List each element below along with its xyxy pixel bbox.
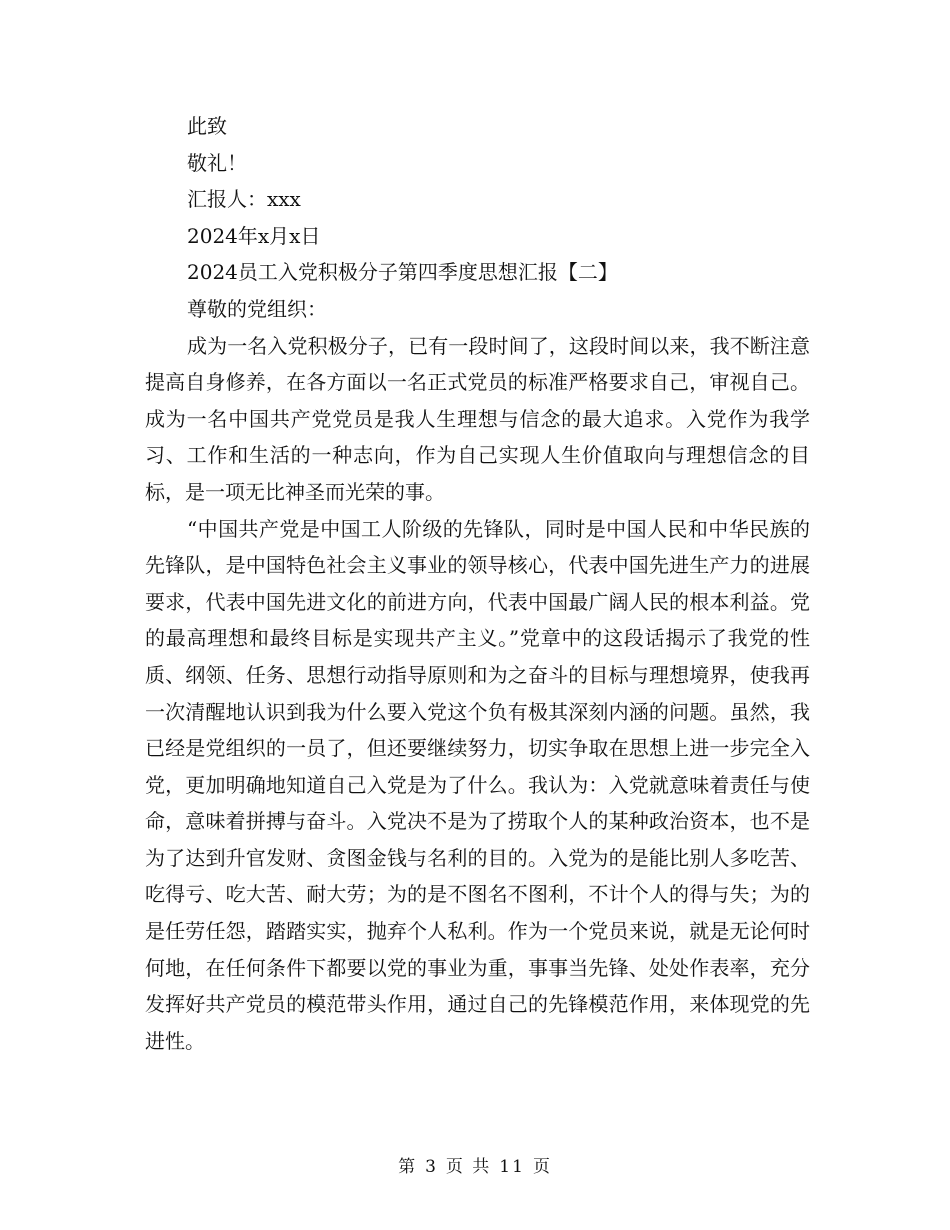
footer-middle: 页 共 — [445, 1157, 492, 1177]
footer-total-pages: 11 — [499, 1157, 525, 1177]
section-title: 2024员工入党积极分子第四季度思想汇报【二】 — [187, 260, 618, 285]
footer-prefix: 第 — [398, 1157, 418, 1177]
date-line: 2024年x月x日 — [187, 223, 321, 248]
reporter-line: 汇报人：xxx — [187, 187, 301, 212]
salutation: 尊敬的党组织： — [187, 296, 327, 321]
body-paragraph-1: 成为一名入党积极分子，已有一段时间了，这段时间以来，我不断注意提高自身修养，在各方面以一名正式党员的标准严格要求自己，审视自己。成为一名中国共产党党员是我人生理想与信念的最大追求。入党作为我学习、工作和生活的一种志向，作为自己实现人生价值取向与理想信念的目标，是一项无比神圣而光荣的事。 — [145, 333, 810, 504]
page-footer — [0, 1152, 950, 1177]
footer-current-page: 3 — [425, 1157, 438, 1177]
body-paragraph-2: “中国共产党是中国工人阶级的先锋队，同时是中国人民和中华民族的先锋队，是中国特色社会主义事业的领导核心，代表中国先进生产力的进展要求，代表中国先进文化的前进方向，代表中国最广阔人民的根本利益。党的最高理想和最终目标是实现共产主义。”党章中的这段话揭示了我党的性质、纲领、任务、思想行动指导原则和为之奋斗的目标与理想境界，使我再一次清醒地认识到我为什么要入党这个负有极其深刻内涵的问题。虽然，我已经是党组织的一员了，但还要继续努力，切实争取在思想上进一步完全入党，更加明确地知道自己入党是为了什么。我认为：入党就意味着责任与使命，意味着拼搏与奋斗。入党决不是为了捞取个人的某种政治资本，也不是为了达到升官发财、贪图金钱与名利的目的。入党为的是能比别人多吃苦、吃得亏、吃大苦、耐大劳；为的是不图名不图利，不计个人的得与失；为的是任劳任怨，踏踏实实，抛弃个人私利。作为一个党员来说，就是无论何时何地，在任何条件下都要以党的事业为重，事事当先锋、处处作表率，充分发挥好共产党员的模范带头作用，通过自己的先锋模范作用，来体现党的先进性。 — [145, 516, 810, 1053]
footer-suffix: 页 — [532, 1157, 552, 1177]
document-body — [145, 108, 810, 1059]
closing-line-salute: 敬礼！ — [187, 150, 247, 175]
closing-line-regards: 此致 — [187, 114, 227, 138]
